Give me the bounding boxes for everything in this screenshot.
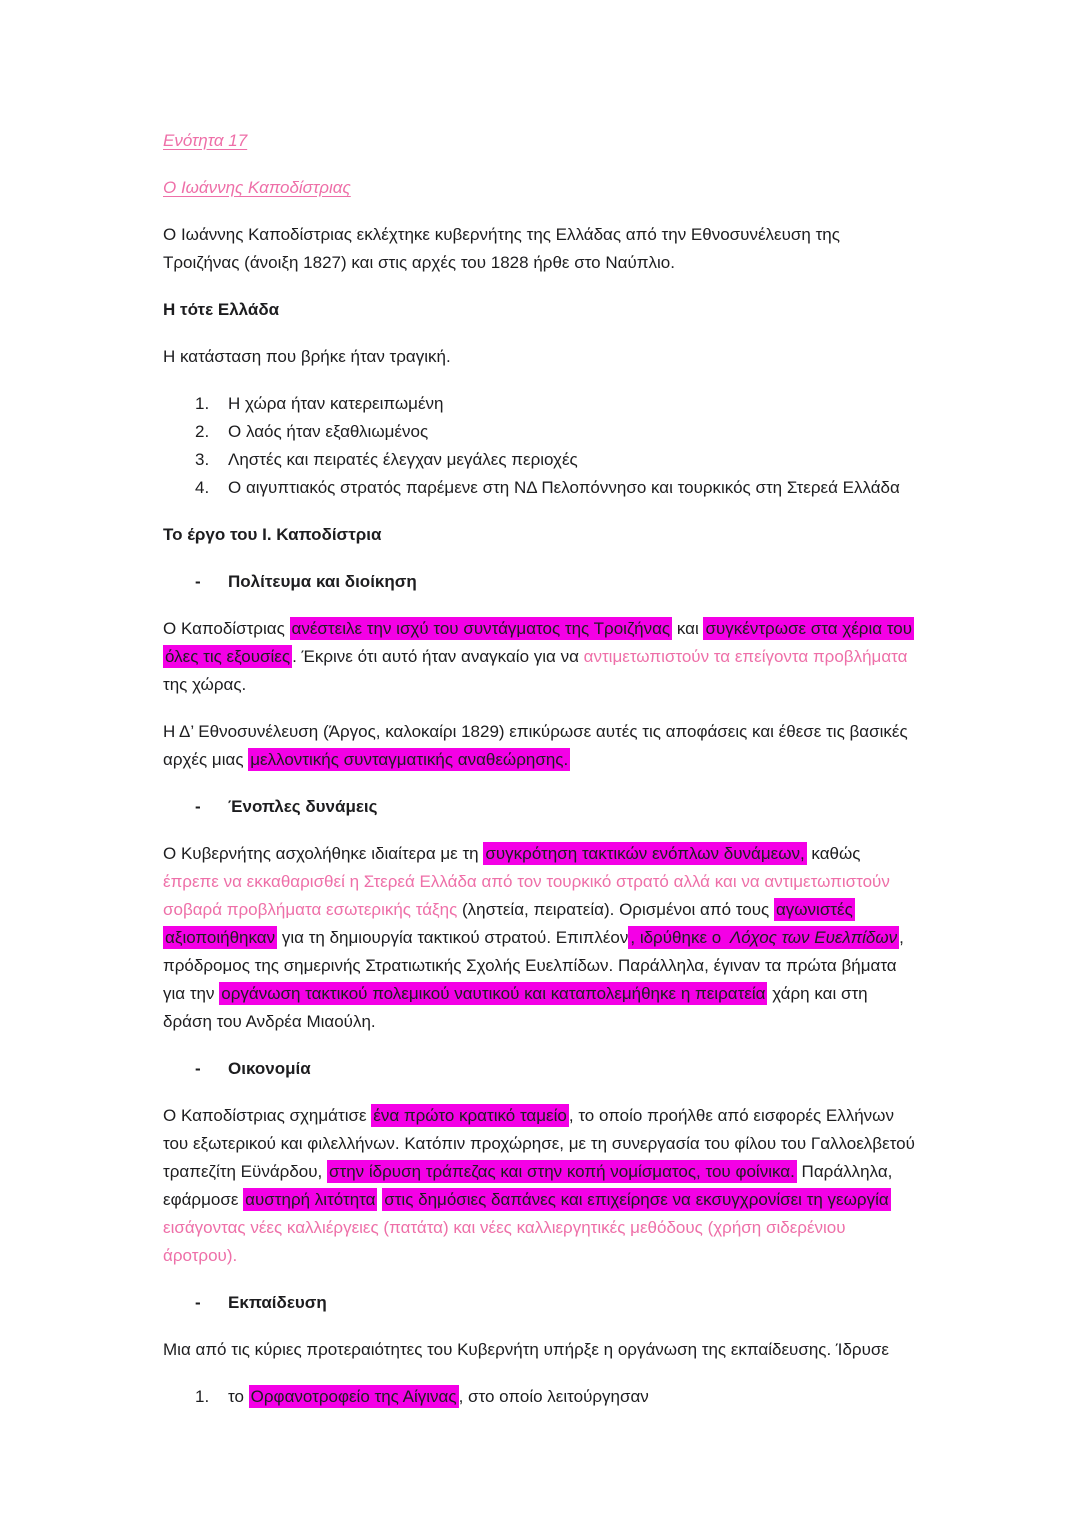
paragraph-politeuma	[163, 615, 920, 699]
dash-bullet: -	[195, 1059, 201, 1078]
list-item-text: Η χώρα ήταν κατερειπωμένη	[228, 394, 444, 413]
list-number: 3.	[195, 450, 210, 469]
text-run: για τη δημιουργία τακτικού στρατού. Επιπλέον	[277, 928, 629, 947]
list-number: 4.	[195, 478, 210, 497]
dash-bullet: -	[195, 797, 201, 816]
text-run: Παράλληλα, εφάρμοσε	[163, 1162, 893, 1209]
highlight-run: , ιδρύθηκε ο	[630, 928, 726, 947]
list-item	[163, 390, 920, 418]
list-item-text: Ληστές και πειρατές έλεγχαν μεγάλες περιοχές	[228, 450, 578, 469]
paragraph-situation: Η κατάσταση που βρήκε ήταν τραγική.	[163, 347, 451, 366]
list-item-text: Ο αιγυπτιακός στρατός παρέμενε στη ΝΔ Πελοπόννησο και τουρκικός στη Στερεά Ελλάδα	[228, 478, 900, 497]
text-run: , το οποίο προήλθε από εισφορές Ελλήνων του εξωτερικού και φιλελλήνων. Κατόπιν προχώρησε, με τη συνεργασία του φίλου του Γαλλοελβετού τραπεζίτη Εϋνάρδου,	[163, 1106, 915, 1181]
text-run: Ο Κυβερνήτης ασχολήθηκε ιδιαίτερα με τη	[163, 844, 484, 863]
subheading-economy	[163, 1055, 920, 1083]
paragraph-education: Μια από τις κύριες προτεραιότητες του Κυβερνήτη υπήρξε η οργάνωση της εκπαίδευσης. Ίδρυσε	[163, 1340, 889, 1359]
highlight-italic-run: Λόχος των Ευελπίδων	[729, 928, 898, 947]
text-run: χάρη και στη δράση του Ανδρέα Μιαούλη.	[163, 984, 868, 1031]
subheading-education	[163, 1289, 920, 1317]
text-run: της χώρας.	[163, 675, 247, 694]
subheading-politeuma	[163, 568, 920, 596]
title-link[interactable]: Ο Ιωάννης Καποδίστριας	[163, 178, 351, 197]
situation-list	[163, 390, 920, 502]
highlight-run: Ορφανοτροφείο της Αίγινας	[250, 1387, 457, 1406]
subheading-text: Οικονομία	[228, 1059, 311, 1078]
list-number: 1.	[195, 1387, 210, 1406]
education-list	[163, 1383, 920, 1411]
text-run: , στο οποίο λειτούργησαν	[458, 1387, 649, 1406]
highlight-run: συγκρότηση τακτικών ενόπλων δυνάμεων,	[485, 844, 805, 863]
highlight-run: στην ίδρυση τράπεζας και στην κοπή νομίσματος, του φοίνικα.	[328, 1162, 795, 1181]
highlight-run: ένα πρώτο κρατικό ταμείο	[373, 1106, 567, 1125]
subheading-text: Πολίτευμα και διοίκηση	[228, 572, 417, 591]
text-run: Ο Καποδίστριας	[163, 619, 290, 638]
highlight-run: αξιοποιήθηκαν	[165, 928, 276, 947]
dash-bullet: -	[195, 572, 201, 591]
heading-work: Το έργο του Ι. Καποδίστρια	[163, 525, 382, 544]
highlight-run: στις δημόσιες δαπάνες και επιχείρησε να εκσυγχρονίσει τη γεωργία	[384, 1190, 889, 1209]
dash-bullet: -	[195, 1293, 201, 1312]
text-run: , πρόδρομος της σημερινής Στρατιωτικής Σχολής Ευελπίδων. Παράλληλα, έγιναν τα πρώτα βήματα για την	[163, 928, 904, 1003]
paragraph-intro: Ο Ιωάννης Καποδίστριας εκλέχτηκε κυβερνήτης της Ελλάδας από την Εθνοσυνέλευση της Τροιζήνας (άνοιξη 1827) και στις αρχές του 1828 ήρθε στο Ναύπλιο.	[163, 225, 840, 272]
unit-link[interactable]: Ενότητα 17	[163, 131, 248, 150]
list-number: 1.	[195, 394, 210, 413]
pink-run: έπρεπε να εκκαθαρισθεί η Στερεά Ελλάδα από τον τουρκικό στρατό αλλά και να αντιμετωπιστούν σοβαρά προβλήματα εσωτερικής τάξης	[163, 872, 890, 919]
list-number: 2.	[195, 422, 210, 441]
highlight-run: οργάνωση τακτικού πολεμικού ναυτικού και καταπολεμήθηκε η πειρατεία	[221, 984, 766, 1003]
text-run: Ο Καποδίστριας σχημάτισε	[163, 1106, 372, 1125]
subheading-armed-forces	[163, 793, 920, 821]
subheading-text: Ένοπλες δυνάμεις	[228, 797, 378, 816]
heading-then-greece: Η τότε Ελλάδα	[163, 300, 280, 319]
highlight-run: αυστηρή λιτότητα	[245, 1190, 376, 1209]
list-item	[163, 446, 920, 474]
paragraph-economy	[163, 1102, 920, 1270]
list-item	[163, 418, 920, 446]
list-item	[163, 1383, 920, 1411]
subheading-text: Εκπαίδευση	[228, 1293, 327, 1312]
text-run: (ληστεία, πειρατεία). Ορισμένοι από τους	[457, 900, 774, 919]
text-run: Η Δ’ Εθνοσυνέλευση (Άργος, καλοκαίρι 1829) επικύρωσε αυτές τις αποφάσεις και έθεσε τις βασικές αρχές μιας	[163, 722, 908, 769]
highlight-run: μελλοντικής συνταγματικής αναθεώρησης.	[250, 750, 569, 769]
pink-run: εισάγοντας νέες καλλιέργειες (πατάτα) και νέες καλλιεργητικές μεθόδους (χρήση σιδερένιου άροτρου).	[163, 1218, 846, 1265]
text-run: και	[672, 619, 704, 638]
text-run: το	[228, 1387, 249, 1406]
highlight-run: αγωνιστές	[775, 900, 853, 919]
pink-run: αντιμετωπιστούν τα επείγοντα προβλήματα	[583, 647, 908, 666]
text-run: . Έκρινε ότι αυτό ήταν αναγκαίο για να	[292, 647, 584, 666]
paragraph-assembly	[163, 718, 920, 774]
list-item-text	[228, 1383, 920, 1411]
highlight-run: ανέστειλε την ισχύ του συντάγματος της Τροιζήνας	[291, 619, 671, 638]
list-item	[163, 474, 920, 502]
highlight-run: συγκέντρωσε στα χέρια του όλες τις εξουσίες	[165, 619, 913, 666]
list-item-text: Ο λαός ήταν εξαθλιωμένος	[228, 422, 429, 441]
paragraph-armed-forces	[163, 840, 920, 1036]
text-run: καθώς	[806, 844, 861, 863]
